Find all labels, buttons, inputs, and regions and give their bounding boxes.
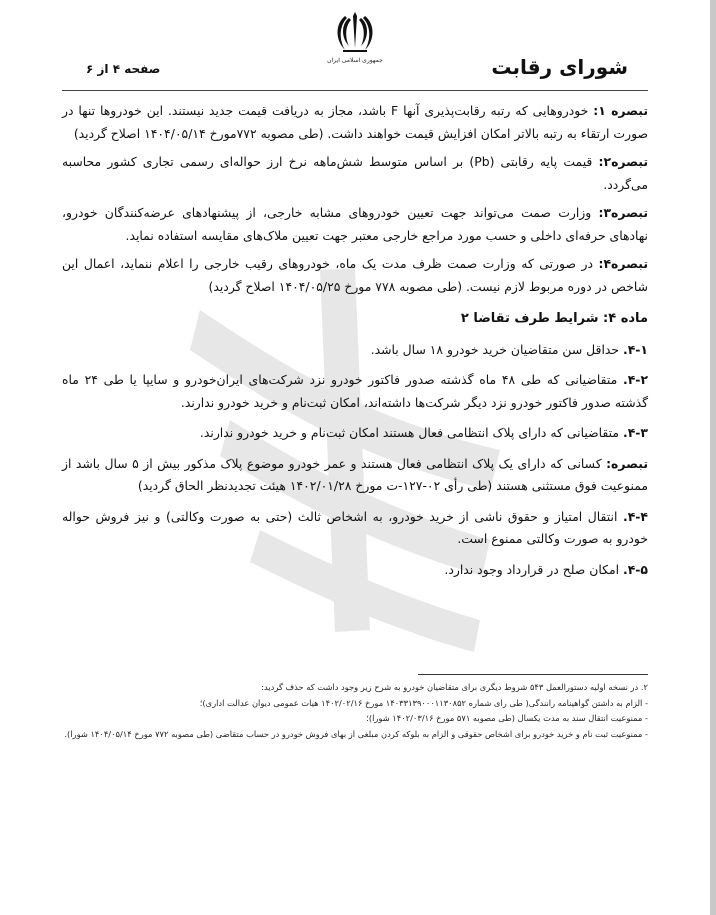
item-text: متقاضیانی که دارای پلاک انتظامی فعال هستند امکان ثبت‌نام و خرید خودرو ندارند.: [199, 425, 623, 440]
item-number: ۴-۲.: [623, 372, 649, 387]
item-number: ۴-۳.: [623, 425, 648, 440]
list-item: [62, 559, 648, 582]
page-number: صفحه ۴ از ۶: [86, 62, 161, 76]
note-4: [62, 253, 648, 298]
footnotes: [62, 680, 648, 742]
main-content: [62, 100, 648, 589]
note-4-label: تبصره۴:: [598, 256, 648, 271]
item-note-text: کسانی که دارای یک پلاک انتظامی فعال هستند و عمر خودرو موضوع پلاک مذکور بیش از ۵ سال باشد از ممنوعیت فوق مستثنی هستند (طی رأی ۰۲-۱۲۷-ت مورخ ۱۴۰۲/۰۱/۲۸ هیئت تجدیدنظر الحاق گردید): [62, 455, 648, 493]
item-text: انتقال امتیاز و حقوق ناشی از خرید خودرو، به اشخاص ثالث (حتی به صورت وکالتی) و نیز فروش حواله خودرو به صورت وکالتی ممنوع است.: [62, 508, 648, 546]
note-2-text: قیمت پایه رقابتی (Pb) بر اساس متوسط شش‌ماهه نرخ ارز حواله‌ای رسمی تجاری کشور محاسبه می‌گردد.: [62, 154, 648, 192]
note-2-label: تبصره۲:: [598, 154, 649, 169]
list-item: [62, 369, 648, 414]
list-item: [62, 422, 648, 445]
note-4-text: در صورتی که وزارت صمت ظرف مدت یک ماه، خودروهای رقیب خارجی را اعلام ننماید، اعمال این شاخص در دوره مربوط لازم نیست. (طی مصوبه ۷۷۸ مورخ ۱۴۰۴/۰۵/۲۵ اصلاح گردید): [62, 256, 648, 294]
note-3: [62, 202, 648, 247]
organization-title: شورای رقابت: [491, 55, 628, 79]
note-3-label: تبصره۳:: [598, 205, 648, 220]
item-note: [62, 453, 648, 498]
list-item: [62, 506, 648, 551]
iran-emblem-icon: [335, 10, 375, 54]
page-edge-shadow: [710, 0, 716, 915]
list-item: [62, 339, 648, 362]
header-divider: [62, 90, 648, 91]
footnote-line: - ممنوعیت انتقال سند به مدت یکسال (طی مصوبه ۵۷۱ مورخ ۱۴۰۲/۰۳/۱۶ شورا)؛: [366, 713, 648, 723]
note-3-text: وزارت صمت می‌تواند جهت تعیین خودروهای مشابه خارجی، از پیشنهادهای عرضه‌کنندگان خودرو، نهادهای حرفه‌ای داخلی و حسب مورد مراجع خارجی معتبر جهت تعیین ملاک‌های مقایسه استفاده نماید.: [62, 205, 648, 243]
footnote-divider: [418, 674, 648, 675]
section-title: ماده ۴: شرایط طرف تقاضا ۲: [460, 311, 648, 326]
note-2: [62, 151, 648, 196]
item-number: ۴-۴.: [623, 508, 648, 524]
footnote-line: ۲. در نسخه اولیه دستورالعمل ۵۴۳ شروط دیگری برای متقاضیان خودرو به شرح زیر وجود داشت که حذف گردید:: [261, 682, 648, 692]
item-text: حداقل سن متقاضیان خرید خودرو ۱۸ سال باشد.: [370, 341, 623, 357]
page-header: [0, 0, 716, 95]
note-1-label: تبصره ۱:: [593, 103, 649, 118]
item-text: امکان صلح در قرارداد وجود ندارد.: [444, 561, 623, 577]
footnote-line: - الزام به داشتن گواهینامه رانندگی( طی رای شماره ۱۴۰۳۳۱۳۹۰۰۰۱۱۳۰۸۵۲ مورخ ۱۴۰۲/۰۲/۱۶ هیات عمومی دیوان عدالت اداری)؛: [199, 697, 648, 708]
item-number: ۴-۱.: [623, 341, 648, 357]
item-number: ۴-۵.: [623, 561, 648, 577]
note-1: [62, 100, 648, 145]
note-1-text: خودروهایی که رتبه رقابت‌پذیری آنها F باشد، مجاز به دریافت قیمت جدید نیستند. این خودروها تنها در صورت ارتقاء به رتبه بالاتر امکان افزایش قیمت خواهند داشت. (طی مصوبه ۷۷۲مورخ ۱۴۰۴/۰۵/۱۴ اصلاح گردید): [62, 103, 648, 141]
item-text: متقاضیانی که طی ۴۸ ماه گذشته صدور فاکتور خودرو نزد شرکت‌های ایران‌خودرو و سایپا یا طی ۲۴ ماه گذشته صدور فاکتور خودرو نزد دیگر شرکت‌ها داشته‌اند، امکان ثبت‌نام و خرید خودرو ندارند.: [62, 372, 648, 410]
item-note-label: تبصره:: [606, 455, 648, 471]
emblem-caption: جمهوری اسلامی ایران: [327, 57, 383, 64]
footnote-line: - ممنوعیت ثبت نام و خرید خودرو برای اشخاص حقوقی و الزام به بلوکه کردن مبلغی از بهای فروش خودرو در حساب متقاضی (طی مصوبه ۷۷۲ مورخ ۱۴۰۴/۰۵/۱۴ شورا).: [64, 728, 648, 739]
